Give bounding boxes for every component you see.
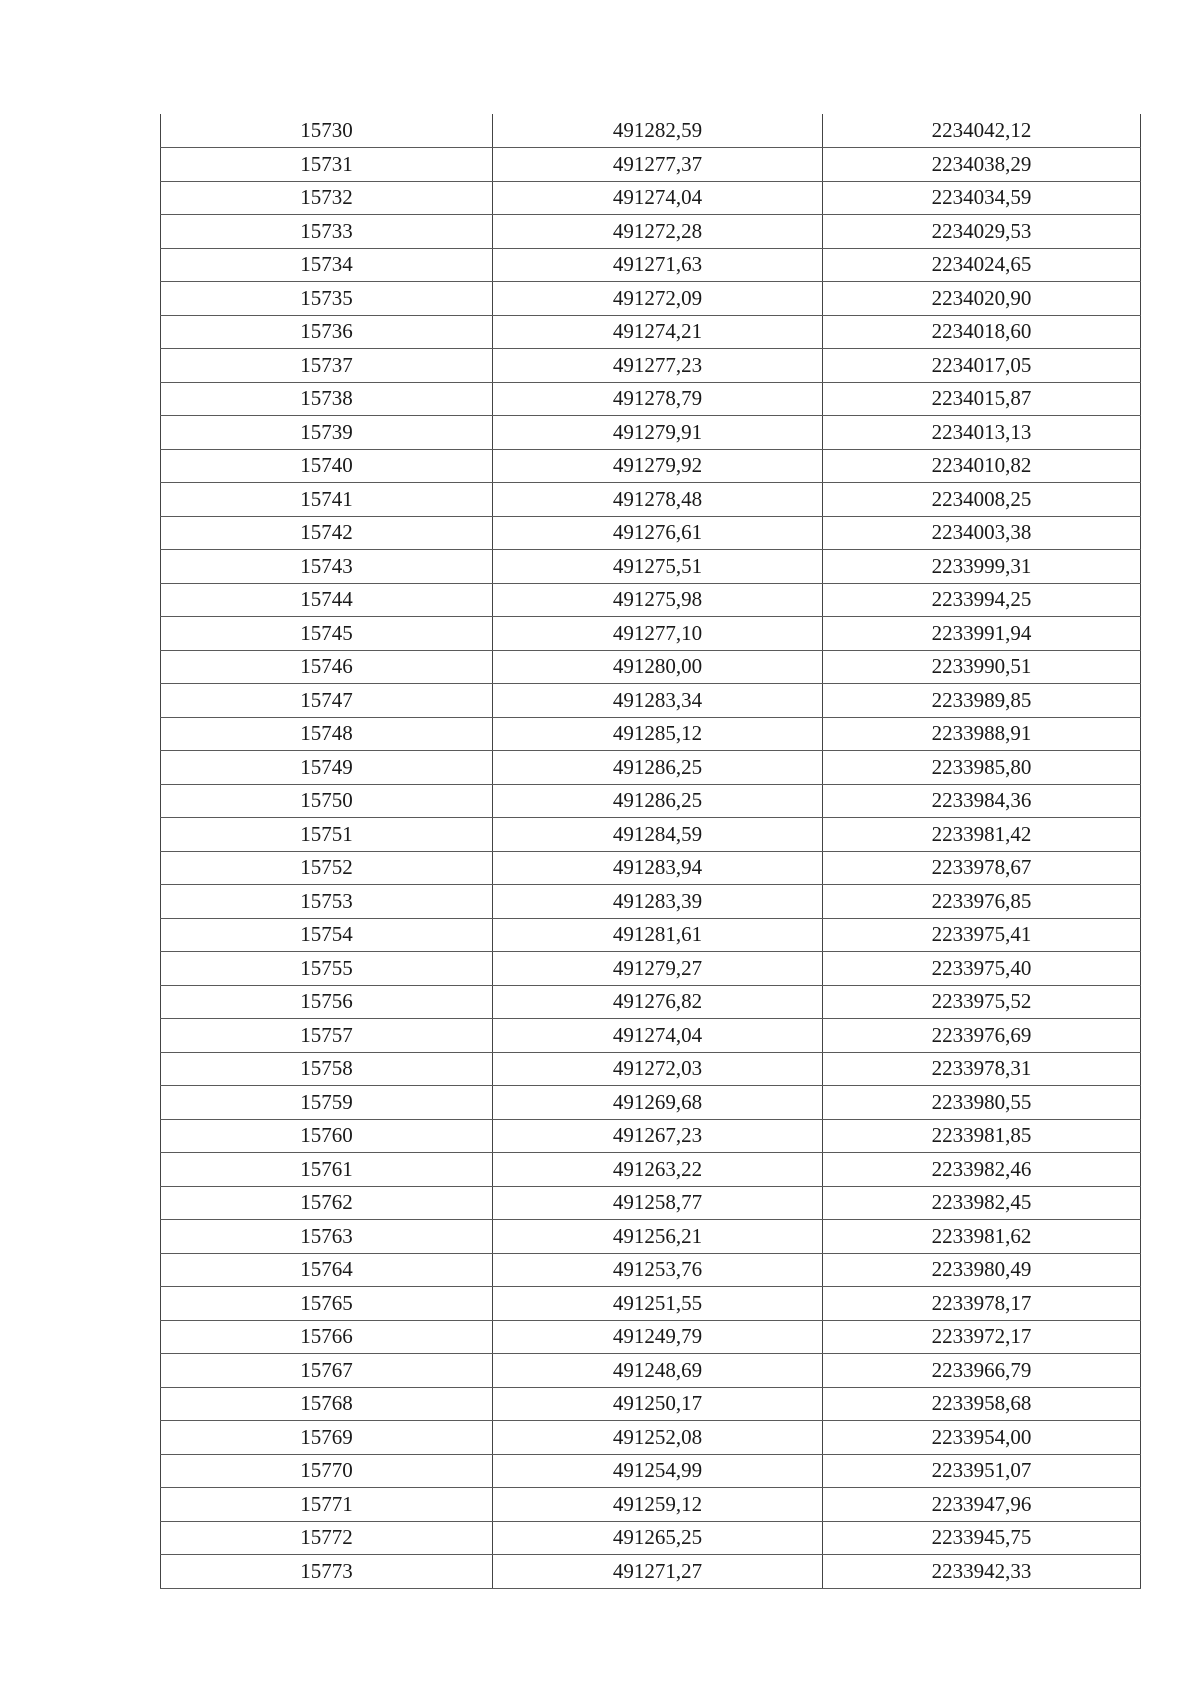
table-row <box>161 985 1141 1019</box>
table-row <box>161 717 1141 751</box>
table-row <box>161 918 1141 952</box>
point-number-cell: 15760 <box>161 1119 493 1153</box>
table-row <box>161 282 1141 316</box>
table-row <box>161 1052 1141 1086</box>
x-coordinate-cell: 491274,21 <box>493 315 823 349</box>
point-number-cell: 15769 <box>161 1421 493 1455</box>
x-coordinate-cell: 491250,17 <box>493 1387 823 1421</box>
x-coordinate-cell: 491277,10 <box>493 617 823 651</box>
table-row <box>161 784 1141 818</box>
x-coordinate-cell: 491249,79 <box>493 1320 823 1354</box>
x-coordinate-cell: 491279,92 <box>493 449 823 483</box>
table-row <box>161 382 1141 416</box>
table-row <box>161 1253 1141 1287</box>
y-coordinate-cell: 2234020,90 <box>823 282 1141 316</box>
x-coordinate-cell: 491271,27 <box>493 1555 823 1589</box>
y-coordinate-cell: 2233947,96 <box>823 1488 1141 1522</box>
x-coordinate-cell: 491280,00 <box>493 650 823 684</box>
y-coordinate-cell: 2233990,51 <box>823 650 1141 684</box>
point-number-cell: 15743 <box>161 550 493 584</box>
point-number-cell: 15749 <box>161 751 493 785</box>
table-row <box>161 248 1141 282</box>
table-row <box>161 148 1141 182</box>
x-coordinate-cell: 491267,23 <box>493 1119 823 1153</box>
point-number-cell: 15773 <box>161 1555 493 1589</box>
x-coordinate-cell: 491265,25 <box>493 1521 823 1555</box>
point-number-cell: 15742 <box>161 516 493 550</box>
x-coordinate-cell: 491251,55 <box>493 1287 823 1321</box>
point-number-cell: 15746 <box>161 650 493 684</box>
y-coordinate-cell: 2233966,79 <box>823 1354 1141 1388</box>
x-coordinate-cell: 491269,68 <box>493 1086 823 1120</box>
table-row <box>161 1454 1141 1488</box>
y-coordinate-cell: 2234017,05 <box>823 349 1141 383</box>
table-row <box>161 1086 1141 1120</box>
x-coordinate-cell: 491253,76 <box>493 1253 823 1287</box>
y-coordinate-cell: 2234042,12 <box>823 114 1141 148</box>
table-row <box>161 617 1141 651</box>
x-coordinate-cell: 491278,79 <box>493 382 823 416</box>
point-number-cell: 15759 <box>161 1086 493 1120</box>
point-number-cell: 15741 <box>161 483 493 517</box>
point-number-cell: 15730 <box>161 114 493 148</box>
y-coordinate-cell: 2234003,38 <box>823 516 1141 550</box>
table-row <box>161 1320 1141 1354</box>
x-coordinate-cell: 491286,25 <box>493 784 823 818</box>
y-coordinate-cell: 2233980,55 <box>823 1086 1141 1120</box>
x-coordinate-cell: 491283,94 <box>493 851 823 885</box>
point-number-cell: 15744 <box>161 583 493 617</box>
x-coordinate-cell: 491271,63 <box>493 248 823 282</box>
point-number-cell: 15734 <box>161 248 493 282</box>
y-coordinate-cell: 2233999,31 <box>823 550 1141 584</box>
y-coordinate-cell: 2234034,59 <box>823 181 1141 215</box>
coordinates-table <box>160 114 1141 1589</box>
y-coordinate-cell: 2234010,82 <box>823 449 1141 483</box>
x-coordinate-cell: 491285,12 <box>493 717 823 751</box>
y-coordinate-cell: 2233982,46 <box>823 1153 1141 1187</box>
y-coordinate-cell: 2234038,29 <box>823 148 1141 182</box>
table-row <box>161 215 1141 249</box>
x-coordinate-cell: 491277,37 <box>493 148 823 182</box>
table-row <box>161 1488 1141 1522</box>
point-number-cell: 15758 <box>161 1052 493 1086</box>
y-coordinate-cell: 2234029,53 <box>823 215 1141 249</box>
table-row <box>161 1387 1141 1421</box>
point-number-cell: 15738 <box>161 382 493 416</box>
table-row <box>161 885 1141 919</box>
table-row <box>161 550 1141 584</box>
table-row <box>161 449 1141 483</box>
table-row <box>161 1119 1141 1153</box>
x-coordinate-cell: 491279,27 <box>493 952 823 986</box>
point-number-cell: 15739 <box>161 416 493 450</box>
x-coordinate-cell: 491263,22 <box>493 1153 823 1187</box>
y-coordinate-cell: 2234018,60 <box>823 315 1141 349</box>
x-coordinate-cell: 491272,03 <box>493 1052 823 1086</box>
y-coordinate-cell: 2233975,41 <box>823 918 1141 952</box>
y-coordinate-cell: 2233976,85 <box>823 885 1141 919</box>
y-coordinate-cell: 2233984,36 <box>823 784 1141 818</box>
table-row <box>161 1186 1141 1220</box>
x-coordinate-cell: 491248,69 <box>493 1354 823 1388</box>
y-coordinate-cell: 2233980,49 <box>823 1253 1141 1287</box>
y-coordinate-cell: 2234024,65 <box>823 248 1141 282</box>
y-coordinate-cell: 2233954,00 <box>823 1421 1141 1455</box>
table-row <box>161 416 1141 450</box>
point-number-cell: 15766 <box>161 1320 493 1354</box>
table-row <box>161 1220 1141 1254</box>
x-coordinate-cell: 491276,82 <box>493 985 823 1019</box>
point-number-cell: 15765 <box>161 1287 493 1321</box>
table-row <box>161 1521 1141 1555</box>
point-number-cell: 15762 <box>161 1186 493 1220</box>
y-coordinate-cell: 2233942,33 <box>823 1555 1141 1589</box>
x-coordinate-cell: 491283,39 <box>493 885 823 919</box>
y-coordinate-cell: 2234013,13 <box>823 416 1141 450</box>
x-coordinate-cell: 491252,08 <box>493 1421 823 1455</box>
table-row <box>161 181 1141 215</box>
table-row <box>161 315 1141 349</box>
table-row <box>161 1421 1141 1455</box>
x-coordinate-cell: 491282,59 <box>493 114 823 148</box>
point-number-cell: 15733 <box>161 215 493 249</box>
point-number-cell: 15763 <box>161 1220 493 1254</box>
x-coordinate-cell: 491276,61 <box>493 516 823 550</box>
table-row <box>161 650 1141 684</box>
x-coordinate-cell: 491284,59 <box>493 818 823 852</box>
x-coordinate-cell: 491254,99 <box>493 1454 823 1488</box>
point-number-cell: 15747 <box>161 684 493 718</box>
y-coordinate-cell: 2233988,91 <box>823 717 1141 751</box>
x-coordinate-cell: 491283,34 <box>493 684 823 718</box>
x-coordinate-cell: 491274,04 <box>493 181 823 215</box>
table-row <box>161 1555 1141 1589</box>
point-number-cell: 15761 <box>161 1153 493 1187</box>
table-row <box>161 349 1141 383</box>
y-coordinate-cell: 2233985,80 <box>823 751 1141 785</box>
point-number-cell: 15753 <box>161 885 493 919</box>
y-coordinate-cell: 2233989,85 <box>823 684 1141 718</box>
table-row <box>161 751 1141 785</box>
point-number-cell: 15755 <box>161 952 493 986</box>
point-number-cell: 15750 <box>161 784 493 818</box>
point-number-cell: 15752 <box>161 851 493 885</box>
point-number-cell: 15768 <box>161 1387 493 1421</box>
y-coordinate-cell: 2233978,31 <box>823 1052 1141 1086</box>
x-coordinate-cell: 491274,04 <box>493 1019 823 1053</box>
table-row <box>161 1354 1141 1388</box>
point-number-cell: 15745 <box>161 617 493 651</box>
table-row <box>161 1153 1141 1187</box>
point-number-cell: 15740 <box>161 449 493 483</box>
x-coordinate-cell: 491279,91 <box>493 416 823 450</box>
x-coordinate-cell: 491275,98 <box>493 583 823 617</box>
y-coordinate-cell: 2233978,17 <box>823 1287 1141 1321</box>
table-row <box>161 684 1141 718</box>
y-coordinate-cell: 2233991,94 <box>823 617 1141 651</box>
y-coordinate-cell: 2233972,17 <box>823 1320 1141 1354</box>
table-row <box>161 516 1141 550</box>
x-coordinate-cell: 491258,77 <box>493 1186 823 1220</box>
table-body <box>161 114 1141 1588</box>
table-row <box>161 952 1141 986</box>
y-coordinate-cell: 2233975,40 <box>823 952 1141 986</box>
point-number-cell: 15764 <box>161 1253 493 1287</box>
y-coordinate-cell: 2233981,85 <box>823 1119 1141 1153</box>
table-row <box>161 483 1141 517</box>
x-coordinate-cell: 491277,23 <box>493 349 823 383</box>
y-coordinate-cell: 2233982,45 <box>823 1186 1141 1220</box>
x-coordinate-cell: 491275,51 <box>493 550 823 584</box>
point-number-cell: 15751 <box>161 818 493 852</box>
x-coordinate-cell: 491272,09 <box>493 282 823 316</box>
point-number-cell: 15737 <box>161 349 493 383</box>
point-number-cell: 15748 <box>161 717 493 751</box>
table-row <box>161 583 1141 617</box>
x-coordinate-cell: 491286,25 <box>493 751 823 785</box>
y-coordinate-cell: 2233945,75 <box>823 1521 1141 1555</box>
y-coordinate-cell: 2233958,68 <box>823 1387 1141 1421</box>
point-number-cell: 15731 <box>161 148 493 182</box>
point-number-cell: 15736 <box>161 315 493 349</box>
table-row <box>161 851 1141 885</box>
y-coordinate-cell: 2234015,87 <box>823 382 1141 416</box>
point-number-cell: 15756 <box>161 985 493 1019</box>
point-number-cell: 15732 <box>161 181 493 215</box>
x-coordinate-cell: 491278,48 <box>493 483 823 517</box>
x-coordinate-cell: 491281,61 <box>493 918 823 952</box>
y-coordinate-cell: 2233994,25 <box>823 583 1141 617</box>
y-coordinate-cell: 2233981,42 <box>823 818 1141 852</box>
point-number-cell: 15770 <box>161 1454 493 1488</box>
table-row <box>161 818 1141 852</box>
table-row <box>161 1287 1141 1321</box>
y-coordinate-cell: 2233978,67 <box>823 851 1141 885</box>
x-coordinate-cell: 491256,21 <box>493 1220 823 1254</box>
point-number-cell: 15735 <box>161 282 493 316</box>
point-number-cell: 15754 <box>161 918 493 952</box>
x-coordinate-cell: 491272,28 <box>493 215 823 249</box>
y-coordinate-cell: 2233981,62 <box>823 1220 1141 1254</box>
point-number-cell: 15757 <box>161 1019 493 1053</box>
y-coordinate-cell: 2233951,07 <box>823 1454 1141 1488</box>
y-coordinate-cell: 2233976,69 <box>823 1019 1141 1053</box>
y-coordinate-cell: 2234008,25 <box>823 483 1141 517</box>
point-number-cell: 15772 <box>161 1521 493 1555</box>
table-row <box>161 114 1141 148</box>
x-coordinate-cell: 491259,12 <box>493 1488 823 1522</box>
table-row <box>161 1019 1141 1053</box>
y-coordinate-cell: 2233975,52 <box>823 985 1141 1019</box>
point-number-cell: 15771 <box>161 1488 493 1522</box>
point-number-cell: 15767 <box>161 1354 493 1388</box>
